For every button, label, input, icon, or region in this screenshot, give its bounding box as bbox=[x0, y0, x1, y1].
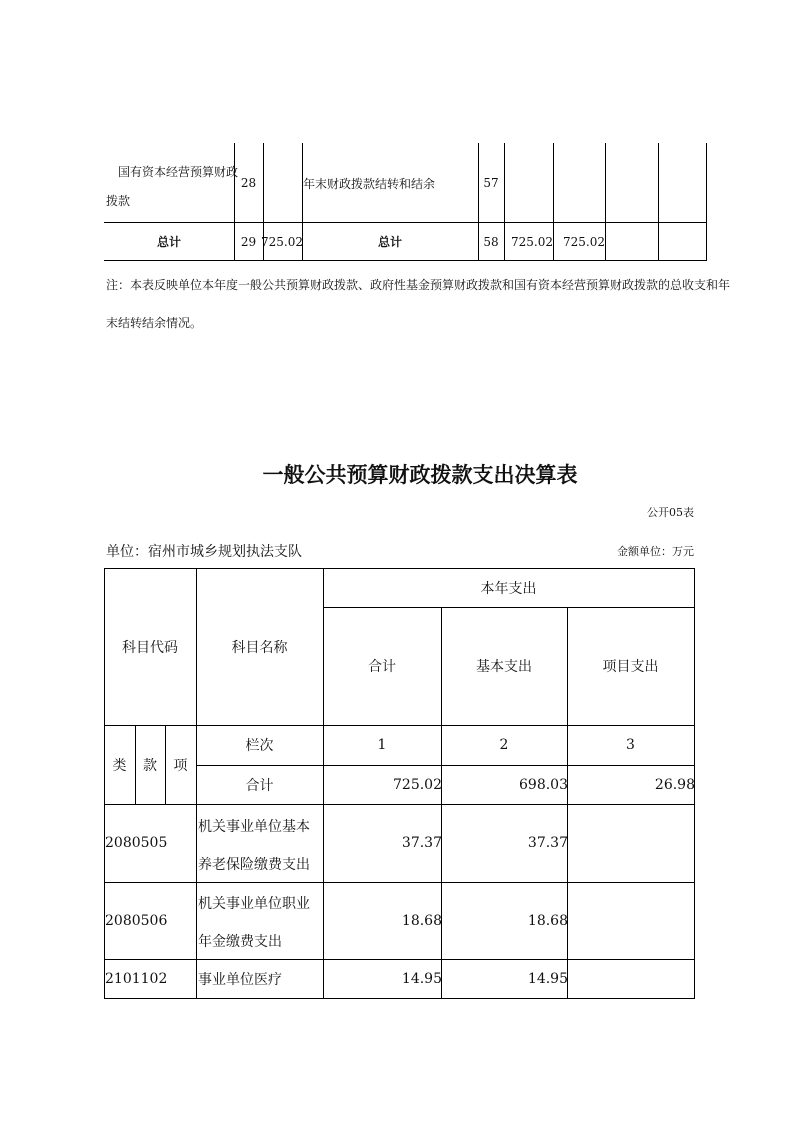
header-current-year: 本年支出 bbox=[480, 580, 537, 597]
sum-total: 725.02 bbox=[393, 776, 442, 793]
row-code: 2101102 bbox=[105, 970, 168, 987]
header-kuan: 款 bbox=[143, 757, 157, 774]
header-name: 科目名称 bbox=[231, 639, 288, 656]
row-name-line1: 机关事业单位基本 bbox=[198, 819, 310, 835]
line-no-1: 1 bbox=[377, 737, 387, 753]
expense-total-line-no: 58 bbox=[483, 234, 499, 249]
row-basic: 14.95 bbox=[527, 970, 568, 987]
table-line bbox=[104, 998, 695, 999]
table-line bbox=[658, 143, 659, 261]
expense-item-label: 年末财政拨款结转和结余 bbox=[303, 176, 436, 191]
row-total: 37.37 bbox=[401, 835, 442, 851]
line-no-3: 3 bbox=[626, 737, 635, 753]
row-basic: 37.37 bbox=[527, 835, 568, 851]
table-line bbox=[605, 143, 606, 261]
row-name-line1: 事业单位医疗 bbox=[198, 971, 282, 988]
line-no-label: 栏次 bbox=[245, 738, 274, 754]
row-project bbox=[567, 959, 695, 998]
note-line-1: 注：本表反映单位本年度一般公共预算财政拨款、政府性基金预算财政拨款和国有资本经营预算财政拨款的总收支和年 bbox=[106, 278, 731, 292]
row-name-line2: 养老保险缴费支出 bbox=[198, 857, 310, 873]
sum-project: 26.98 bbox=[654, 776, 695, 793]
expense-line-no: 57 bbox=[483, 176, 499, 190]
table-code: 公开05表 bbox=[647, 506, 694, 519]
amount-unit-label: 金额单位：万元 bbox=[617, 545, 694, 558]
row-name-line1: 机关事业单位职业 bbox=[198, 896, 310, 912]
row-name-line2: 年金缴费支出 bbox=[198, 934, 282, 950]
table-line bbox=[706, 143, 707, 261]
row-total: 18.68 bbox=[401, 912, 442, 929]
header-basic: 基本支出 bbox=[476, 659, 532, 675]
table-line bbox=[104, 260, 707, 261]
row-project bbox=[567, 804, 695, 882]
income-total-amount: 725.02 bbox=[261, 234, 303, 249]
header-total: 合计 bbox=[368, 659, 396, 675]
header-project: 项目支出 bbox=[602, 659, 659, 675]
header-lei: 类 bbox=[112, 757, 127, 774]
income-line-no: 28 bbox=[240, 176, 257, 190]
expense-total-amount-1: 725.02 bbox=[511, 234, 553, 249]
note-line-2: 末结转结余情况。 bbox=[106, 316, 203, 330]
row-code: 2080505 bbox=[105, 835, 168, 851]
unit-label: 单位：宿州市城乡规划执法支队 bbox=[106, 544, 302, 560]
income-item-label-wrap: 拨款 bbox=[106, 194, 131, 208]
sum-label: 合计 bbox=[245, 777, 274, 794]
expense-total-amount-2: 725.02 bbox=[563, 234, 605, 249]
income-total-label: 总计 bbox=[156, 235, 181, 249]
expense-total-label: 总计 bbox=[377, 235, 402, 249]
row-basic: 18.68 bbox=[527, 912, 568, 929]
income-item-label: 国有资本经营预算财政 bbox=[118, 165, 239, 179]
row-code: 2080506 bbox=[105, 912, 168, 929]
income-total-line-no: 29 bbox=[240, 234, 257, 249]
line-no-2: 2 bbox=[499, 737, 509, 753]
sum-basic: 698.03 bbox=[519, 776, 568, 793]
page-title: 一般公共预算财政拨款支出决算表 bbox=[262, 463, 578, 487]
header-code: 科目代码 bbox=[122, 639, 178, 656]
header-xiang: 项 bbox=[173, 757, 188, 774]
row-total: 14.95 bbox=[401, 970, 442, 987]
row-project bbox=[567, 882, 695, 959]
